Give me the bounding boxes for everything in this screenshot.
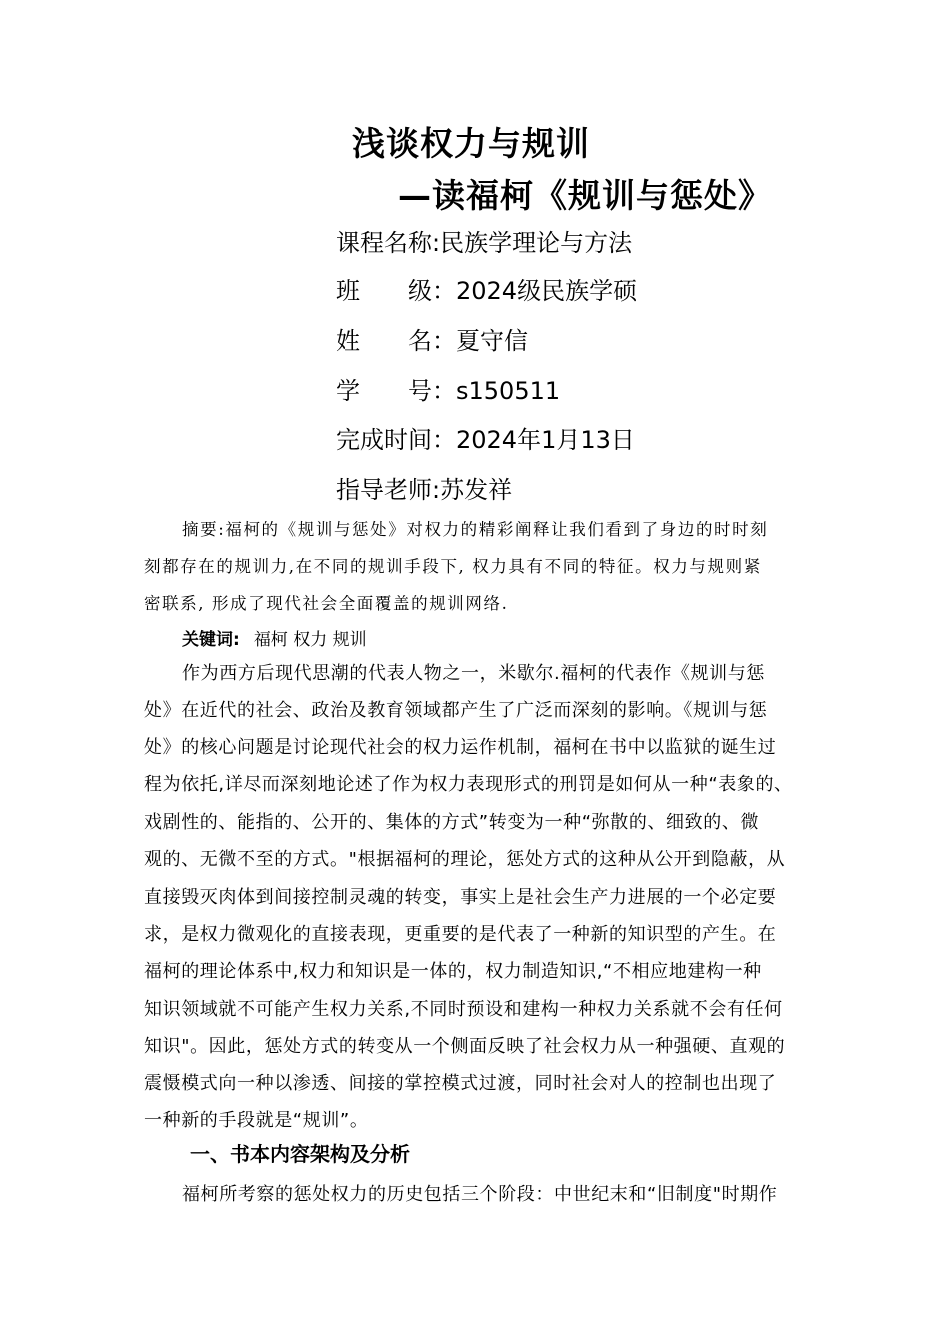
meta-course-label: 课程名称:: [336, 229, 441, 257]
meta-name-label: 姓 名：: [336, 327, 456, 355]
body-line: 戏剧性的、能指的、公开的、集体的方式”转变为一种“弥散的、细致的、微: [144, 812, 760, 833]
body-line: 福柯的理论体系中,权力和知识是一体的，权力制造知识,“不相应地建构一种: [144, 961, 762, 982]
body-line: 直接毁灭肉体到间接控制灵魂的转变，事实上是社会生产力进展的一个必定要: [144, 887, 777, 908]
abstract-line: 刻都存在的规训力,在不同的规训手段下, 权力具有不同的特征。权力与规则紧: [144, 557, 762, 576]
meta-date-label: 完成时间：: [336, 426, 456, 454]
body-line: 程为依托,详尽而深刻地论述了作为权力表现形式的刑罚是如何从一种“表象的、: [144, 774, 793, 795]
body-line: 观的、无微不至的方式。"根据福柯的理论，惩处方式的这种从公开到隐蔽，从: [144, 849, 786, 870]
meta-student-id: [336, 374, 560, 408]
meta-advisor: [336, 473, 512, 507]
meta-course: [336, 226, 632, 260]
meta-name-value: 夏守信: [456, 327, 528, 355]
meta-id-label: 学 号：: [336, 377, 456, 405]
section-heading: 一、书本内容架构及分析: [190, 1142, 410, 1166]
meta-course-value: 民族学理论与方法: [440, 229, 633, 257]
title-subtitle: —读福柯《规训与惩处》: [398, 176, 772, 215]
abstract-line: 摘要:福柯的《规训与惩处》对权力的精彩阐释让我们看到了身边的时时刻: [182, 520, 769, 539]
meta-id-value: s150511: [456, 377, 561, 405]
meta-class-label: 班 级：: [336, 277, 456, 305]
keywords-value: 福柯 权力 规训: [253, 630, 367, 650]
keywords-label: 关键词:: [182, 630, 240, 650]
abstract-line: 密联系, 形成了现代社会全面覆盖的规训网络.: [144, 594, 509, 613]
body-line: 作为西方后现代思潮的代表人物之一，米歇尔.福柯的代表作《规训与惩: [182, 663, 765, 684]
body-line: 求，是权力微观化的直接表现，更重要的是代表了一种新的知识型的产生。在: [144, 924, 777, 945]
body-line: 处》在近代的社会、政治及教育领域都产生了广泛而深刻的影响。《规训与惩: [144, 700, 768, 721]
meta-advisor-label: 指导老师:: [336, 476, 441, 504]
title-main: 浅谈权力与规训: [352, 124, 590, 163]
body-line: 震慑模式向一种以渗透、间接的掌控模式过渡，同时社会对人的控制也出现了: [144, 1073, 777, 1094]
body-line: 一种新的手段就是“规训”。: [144, 1110, 369, 1131]
body-line: 福柯所考察的惩处权力的历史包括三个阶段：中世纪末和“旧制度"时期作: [182, 1184, 778, 1205]
meta-class-value: 2024级民族学硕: [456, 277, 638, 305]
keywords: [182, 625, 367, 650]
body-line: 处》的核心问题是讨论现代社会的权力运作机制，福柯在书中以监狱的诞生过: [144, 737, 777, 758]
body-line: 知识领域就不可能产生权力关系,不同时预设和建构一种权力关系就不会有任何: [144, 999, 783, 1020]
body-line: 知识"。因此，惩处方式的转变从一个侧面反映了社会权力从一种强硬、直观的: [144, 1036, 786, 1057]
meta-class: [336, 274, 637, 308]
meta-date-value: 2024年1月13日: [456, 426, 635, 454]
meta-name: [336, 324, 528, 358]
meta-date: [336, 423, 635, 457]
meta-advisor-value: 苏发祥: [440, 476, 513, 504]
